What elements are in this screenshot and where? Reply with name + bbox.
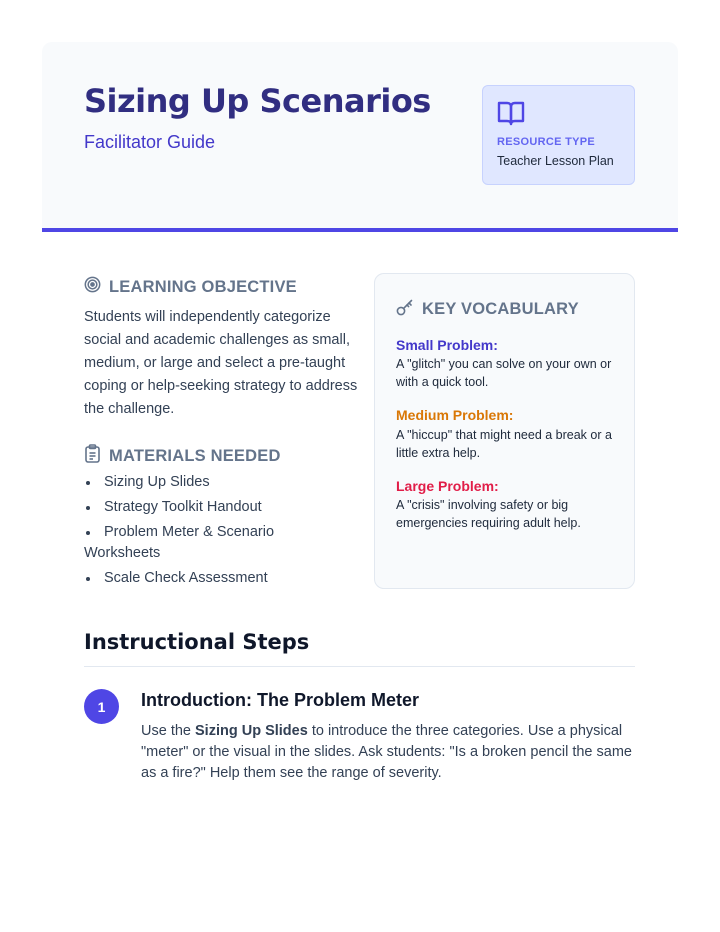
- step-body-text: Use the: [141, 723, 195, 739]
- materials-list: [84, 472, 359, 593]
- clipboard-icon: [84, 444, 101, 468]
- learning-objective-heading: [84, 276, 297, 298]
- page-subtitle: Facilitator Guide: [84, 132, 216, 152]
- list-item: Sizing Up Slides: [84, 472, 359, 493]
- step-body: [141, 721, 641, 784]
- step-body-emphasis: Sizing Up Slides: [195, 723, 308, 739]
- vocab-definition-large: A "crisis" involving safety or big emergencies requiring adult help.: [396, 498, 581, 530]
- key-icon: [396, 298, 414, 321]
- vocab-term-small: Small Problem:: [396, 337, 498, 353]
- list-item: Strategy Toolkit Handout: [84, 497, 359, 518]
- resource-type-value: Teacher Lesson Plan: [497, 154, 614, 168]
- list-item: [84, 522, 359, 563]
- list-item-continuation: Worksheets: [84, 544, 161, 561]
- learning-objective-label: LEARNING OBJECTIVE: [109, 277, 297, 296]
- instructional-steps-heading: Instructional Steps: [84, 630, 310, 654]
- step-number-badge: 1: [84, 689, 119, 724]
- resource-type-label: RESOURCE TYPE: [497, 136, 596, 148]
- vocab-definition-medium: A "hiccup" that might need a break or a little extra help.: [396, 428, 612, 460]
- step-title: Introduction: The Problem Meter: [141, 690, 420, 710]
- key-vocabulary-label: KEY VOCABULARY: [422, 300, 579, 318]
- page-title: Sizing Up Scenarios: [84, 82, 431, 120]
- list-item: Scale Check Assessment: [84, 568, 359, 589]
- vocab-term-medium: Medium Problem:: [396, 407, 514, 423]
- materials-label: MATERIALS NEEDED: [109, 446, 281, 465]
- vocab-definition-small: A "glitch" you can solve on your own or with a quick tool.: [396, 357, 612, 389]
- book-icon: [497, 100, 525, 131]
- step-body-text: to introduce the three categories. Use a physical "meter" or the visual in the slides. Ask students: "Is a broken pencil the same as a fire?" Help them see the range of severity.: [141, 723, 632, 781]
- key-vocabulary-heading: [396, 298, 579, 321]
- key-vocabulary-card: [374, 273, 635, 589]
- materials-heading: [84, 444, 281, 468]
- learning-objective-text: Students will independently categorize social and academic challenges as small, medium, or large and select a pre-taught coping or help-seeking strategy to address the challenge.: [84, 309, 358, 417]
- resource-type-card: [482, 85, 635, 185]
- document-header: [42, 42, 678, 232]
- target-icon: [84, 276, 101, 298]
- divider: [84, 666, 635, 667]
- list-item-text: Problem Meter & Scenario: [104, 524, 275, 540]
- vocab-term-large: Large Problem:: [396, 478, 499, 494]
